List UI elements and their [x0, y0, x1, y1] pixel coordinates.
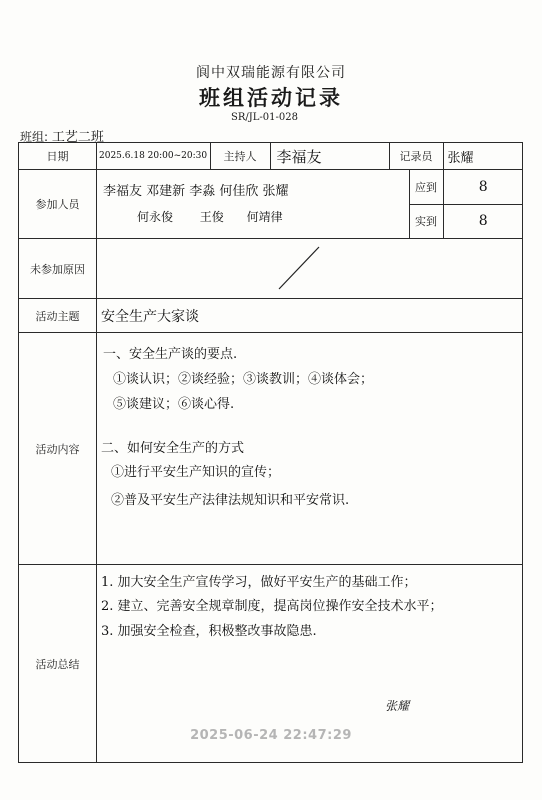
- host-value: 李福友: [270, 143, 389, 169]
- recorder-value: 张耀: [443, 143, 523, 169]
- summary-line: 1. 加大安全生产宣传学习，做好平安生产的基础工作；: [101, 575, 417, 590]
- recorder-label: 记录员: [389, 143, 443, 169]
- host-label: 主持人: [210, 143, 270, 169]
- topic-value: 安全生产大家谈: [97, 299, 523, 333]
- attendees-names: [97, 170, 409, 238]
- actual-attend-value: 8: [443, 204, 523, 238]
- attendees-row: [19, 170, 523, 239]
- timestamp-watermark: 2025-06-24 22:47:29: [190, 728, 352, 743]
- absent-row: [19, 239, 523, 299]
- content-line: ⑤谈建议；⑥谈心得.: [113, 397, 235, 412]
- team-label: 班组:: [20, 130, 49, 144]
- should-attend-label: 应到: [409, 170, 443, 204]
- form-title: 班组活动记录: [199, 86, 343, 110]
- summary-line: 3. 加强安全检查，积极整改事故隐患.: [101, 624, 317, 639]
- topic-row: [19, 299, 523, 333]
- content-line: 一、安全生产谈的要点.: [103, 347, 238, 362]
- slash-mark: [97, 239, 523, 299]
- date-label: 日期: [19, 143, 97, 170]
- actual-attend-label: 实到: [409, 204, 443, 238]
- content-line: ①谈认识；②谈经验；③谈教训；④谈体会；: [113, 372, 374, 387]
- content-line: ②普及平安生产法律法规知识和平安常识.: [111, 493, 350, 508]
- activity-record-table: [18, 142, 523, 763]
- content-label: 活动内容: [19, 333, 97, 565]
- date-row: [19, 143, 523, 170]
- should-attend-value: 8: [443, 170, 523, 204]
- content-line: ①进行平安生产知识的宣传；: [111, 465, 281, 480]
- absent-reason-label: 未参加原因: [19, 239, 97, 299]
- absent-reason-value: [97, 239, 523, 299]
- content-row: [19, 333, 523, 565]
- date-value: 2025.6.18 20:00~20:30: [97, 143, 210, 169]
- attendees-line-2: 何永俊 王俊 何靖律: [137, 210, 283, 224]
- attendees-line-1: 李福友 邓建新 李淼 何佳欣 张耀: [103, 184, 289, 199]
- attendees-label: 参加人员: [19, 170, 97, 239]
- summary-label: 活动总结: [19, 565, 97, 763]
- summary-line: 2. 建立、完善安全规章制度，提高岗位操作安全技术水平；: [101, 599, 443, 614]
- topic-label: 活动主题: [19, 299, 97, 333]
- form-code: SR/JL-01-028: [231, 112, 298, 123]
- signature: 张耀: [385, 699, 410, 713]
- content-body: [97, 333, 523, 565]
- company-name: 阆中双瑞能源有限公司: [196, 65, 346, 81]
- content-line: 二、如何安全生产的方式: [101, 441, 245, 456]
- team-value: 工艺二班: [51, 130, 104, 145]
